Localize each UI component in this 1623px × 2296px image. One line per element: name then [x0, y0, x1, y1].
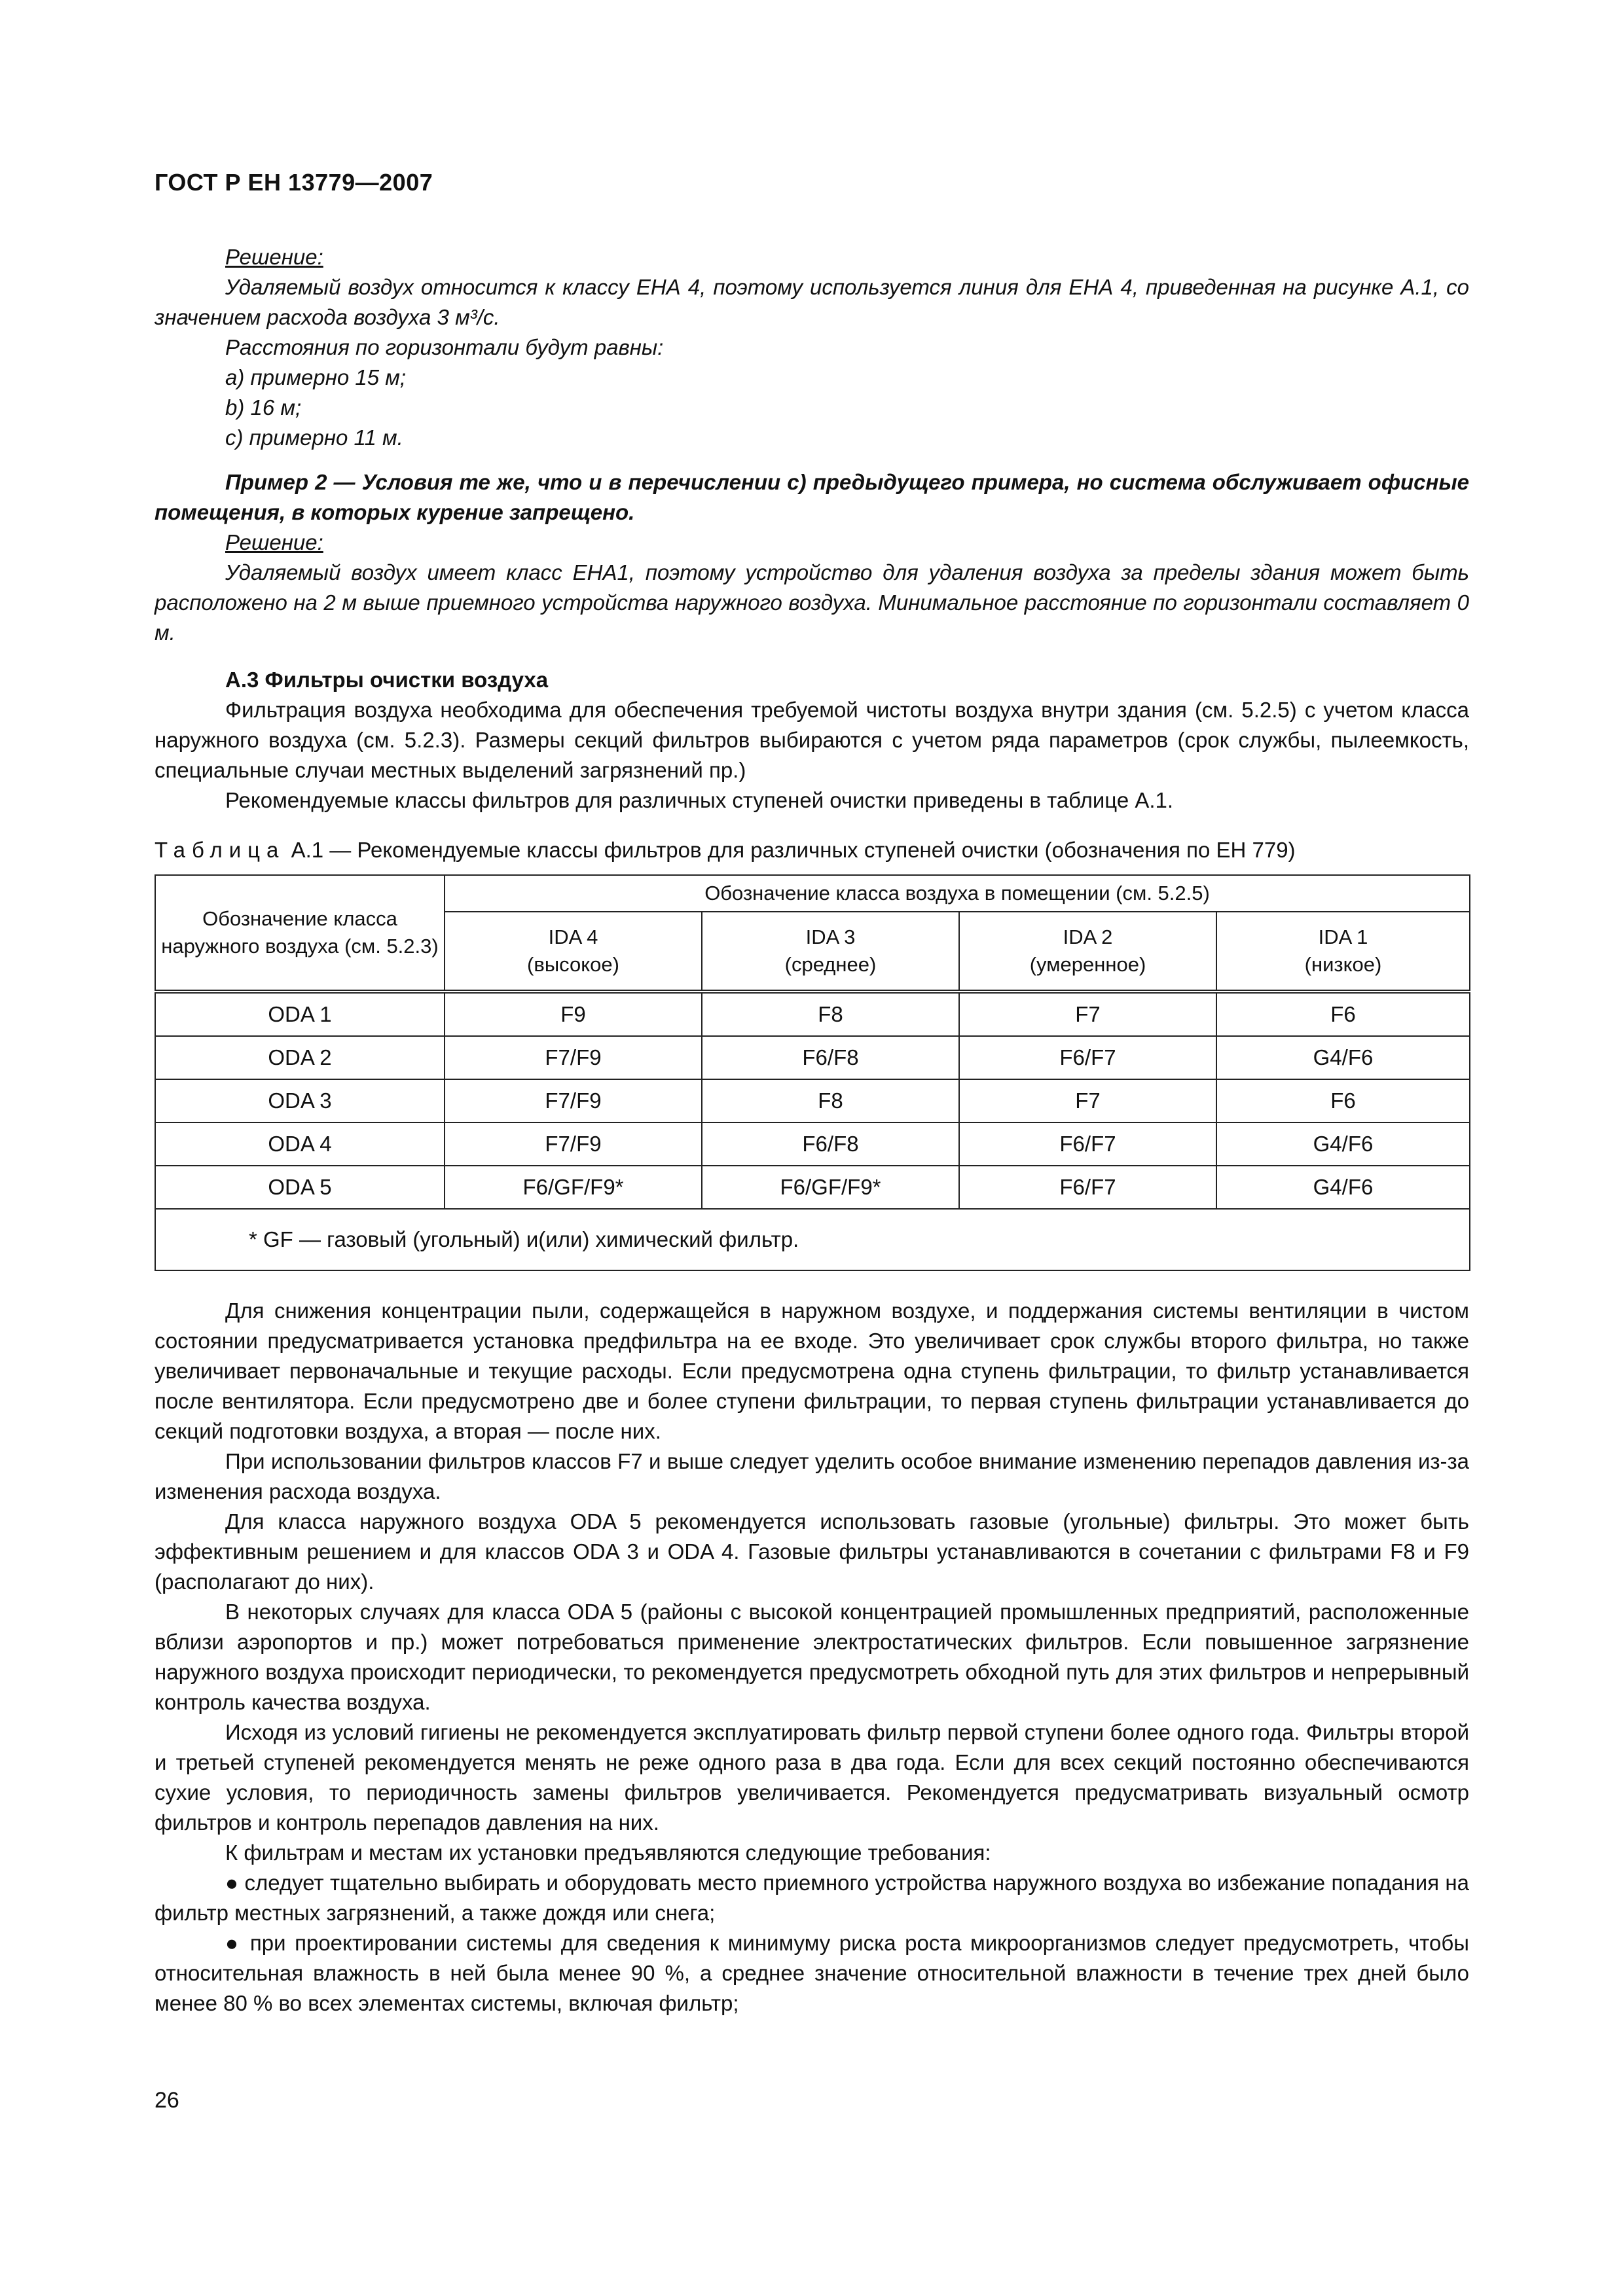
table-group-header: Обозначение класса воздуха в помещении (см. 5.2.5) [445, 875, 1470, 912]
table-cell: G4/F6 [1216, 1122, 1470, 1166]
body-paragraph: При использовании фильтров классов F7 и выше следует уделить особое внимание изменению перепадов давления из-за изменения расхода воздуха. [155, 1449, 1469, 1503]
table-cell: ODA 4 [155, 1122, 445, 1166]
table-row [155, 992, 1470, 1036]
table-cell: F6 [1216, 992, 1470, 1036]
document-header: ГОСТ Р ЕН 13779—2007 [155, 169, 433, 196]
body-paragraph: К фильтрам и местам их установки предъявляются следующие требования: [225, 1840, 991, 1865]
table-caption-word: Таблица [155, 838, 285, 862]
section-a3-title: А.3 Фильтры очистки воздуха [225, 668, 549, 692]
table-cell: F7 [959, 1079, 1216, 1122]
list-item-a: а) примерно 15 м; [225, 365, 407, 389]
table-cell: F7 [959, 992, 1216, 1036]
table-cell: F7/F9 [445, 1122, 702, 1166]
table-column-header: IDA 2 (умеренное) [959, 912, 1216, 992]
list-item-c: с) примерно 11 м. [225, 425, 403, 450]
section-a3-paragraph: Фильтрация воздуха необходима для обеспечения требуемой чистоты воздуха внутри здания (см. 5.2.5) с учетом класса наружного воздуха (см. 5.2.3). Размеры секций фильтров выбираются с учетом ряда параметров (срок службы, пылеемкость, специальные случаи местных выделений загрязнений пр.) [155, 698, 1469, 782]
table-cell: ODA 1 [155, 992, 445, 1036]
table-cell: F6/F8 [702, 1036, 959, 1079]
table-row [155, 1166, 1470, 1209]
distances-intro: Расстояния по горизонтали будут равны: [225, 335, 664, 359]
table-cell: F6/GF/F9* [445, 1166, 702, 1209]
table-cell: ODA 5 [155, 1166, 445, 1209]
table-caption-text: А.1 — Рекомендуемые классы фильтров для различных ступеней очистки (обозначения по ЕН 779) [291, 838, 1296, 862]
solution-2-text: Удаляемый воздух имеет класс ЕНА1, поэтому устройство для удаления воздуха за пределы здания может быть расположено на 2 м выше приемного устройства наружного воздуха. Минимальное расстояние по горизонтали составляет 0 м. [155, 560, 1469, 645]
section-a3-paragraph: Рекомендуемые классы фильтров для различных ступеней очистки приведены в таблице А.1. [225, 788, 1174, 812]
table-caption [155, 835, 1469, 865]
body-paragraph: Для класса наружного воздуха ODA 5 рекомендуется использовать газовые (угольные) фильтры. Это может быть эффективным решением и для классов ODA 3 и ODA 4. Газовые фильтры устанавливаются в сочетании с фильтрами F8 и F9 (располагают до них). [155, 1509, 1469, 1594]
table-row-header: Обозначение класса наружного воздуха (см. 5.2.3) [155, 875, 445, 992]
table-column-header: IDA 3 (среднее) [702, 912, 959, 992]
filter-classes-table [155, 874, 1470, 1271]
table-column-header: IDA 4 (высокое) [445, 912, 702, 992]
table-cell: F6/F7 [959, 1122, 1216, 1166]
table-cell: F7/F9 [445, 1036, 702, 1079]
table-row [155, 1122, 1470, 1166]
example-2-heading: Пример 2 — Условия те же, что и в перечислении с) предыдущего примера, но система обслуживает офисные помещения, в которых курение запрещено. [155, 470, 1469, 524]
page-content [155, 242, 1469, 2018]
bullet-item: ● следует тщательно выбирать и оборудовать место приемного устройства наружного воздуха во избежание попадания на фильтр местных загрязнений, а также дождя или снега; [155, 1871, 1469, 1925]
table-cell: F6/F8 [702, 1122, 959, 1166]
table-cell: F6 [1216, 1079, 1470, 1122]
bullet-item: ● при проектировании системы для сведения к минимуму риска роста микроорганизмов следует предусмотреть, чтобы относительная влажность в ней была менее 90 %, а среднее значение относительной влажности в течение трех дней было менее 80 % во всех элементах системы, включая фильтр; [155, 1931, 1469, 2015]
table-cell: F8 [702, 992, 959, 1036]
table-cell: F8 [702, 1079, 959, 1122]
solution-2-label: Решение: [225, 530, 323, 554]
table-cell: ODA 3 [155, 1079, 445, 1122]
table-column-header: IDA 1 (низкое) [1216, 912, 1470, 992]
table-cell: F6/F7 [959, 1166, 1216, 1209]
table-cell: F6/GF/F9* [702, 1166, 959, 1209]
table-cell: G4/F6 [1216, 1166, 1470, 1209]
table-cell: G4/F6 [1216, 1036, 1470, 1079]
table-footnote: * GF — газовый (угольный) и(или) химический фильтр. [155, 1209, 1470, 1270]
page-number: 26 [155, 2088, 179, 2113]
body-paragraph: Исходя из условий гигиены не рекомендуется эксплуатировать фильтр первой ступени более одного года. Фильтры второй и третьей ступеней рекомендуется менять не реже одного раза в два года. Если для всех секций постоянно обеспечиваются сухие условия, то периодичность замены фильтров увеличивается. Рекомендуется предусматривать визуальный осмотр фильтров и контроль перепадов давления на них. [155, 1720, 1469, 1835]
table-cell: F7/F9 [445, 1079, 702, 1122]
solution-label: Решение: [225, 245, 323, 269]
solution-text: Удаляемый воздух относится к классу ЕНА 4, поэтому используется линия для ЕНА 4, приведенная на рисунке А.1, со значением расхода воздуха 3 м³/с. [155, 275, 1469, 329]
table-cell: F6/F7 [959, 1036, 1216, 1079]
table-cell: ODA 2 [155, 1036, 445, 1079]
body-paragraph: В некоторых случаях для класса ODA 5 (районы с высокой концентрацией промышленных предприятий, расположенные вблизи аэропортов и пр.) может потребоваться применение электростатических фильтров. Если повышенное загрязнение наружного воздуха происходит периодически, то рекомендуется предусмотреть обходной путь для этих фильтров и непрерывный контроль качества воздуха. [155, 1600, 1469, 1714]
table-cell: F9 [445, 992, 702, 1036]
list-item-b: b) 16 м; [225, 395, 302, 420]
body-paragraph: Для снижения концентрации пыли, содержащейся в наружном воздухе, и поддержания системы вентиляции в чистом состоянии предусматривается установка предфильтра на ее входе. Это увеличивает срок службы второго фильтра, но также увеличивает первоначальные и текущие расходы. Если предусмотрена одна ступень фильтрации, то фильтр устанавливается после вентилятора. Если предусмотрено две и более ступени фильтрации, то первая ступень фильтрации устанавливается до секций подготовки воздуха, а вторая — после них. [155, 1299, 1469, 1443]
table-row [155, 1036, 1470, 1079]
body-text [155, 1296, 1469, 2018]
table-row [155, 1079, 1470, 1122]
